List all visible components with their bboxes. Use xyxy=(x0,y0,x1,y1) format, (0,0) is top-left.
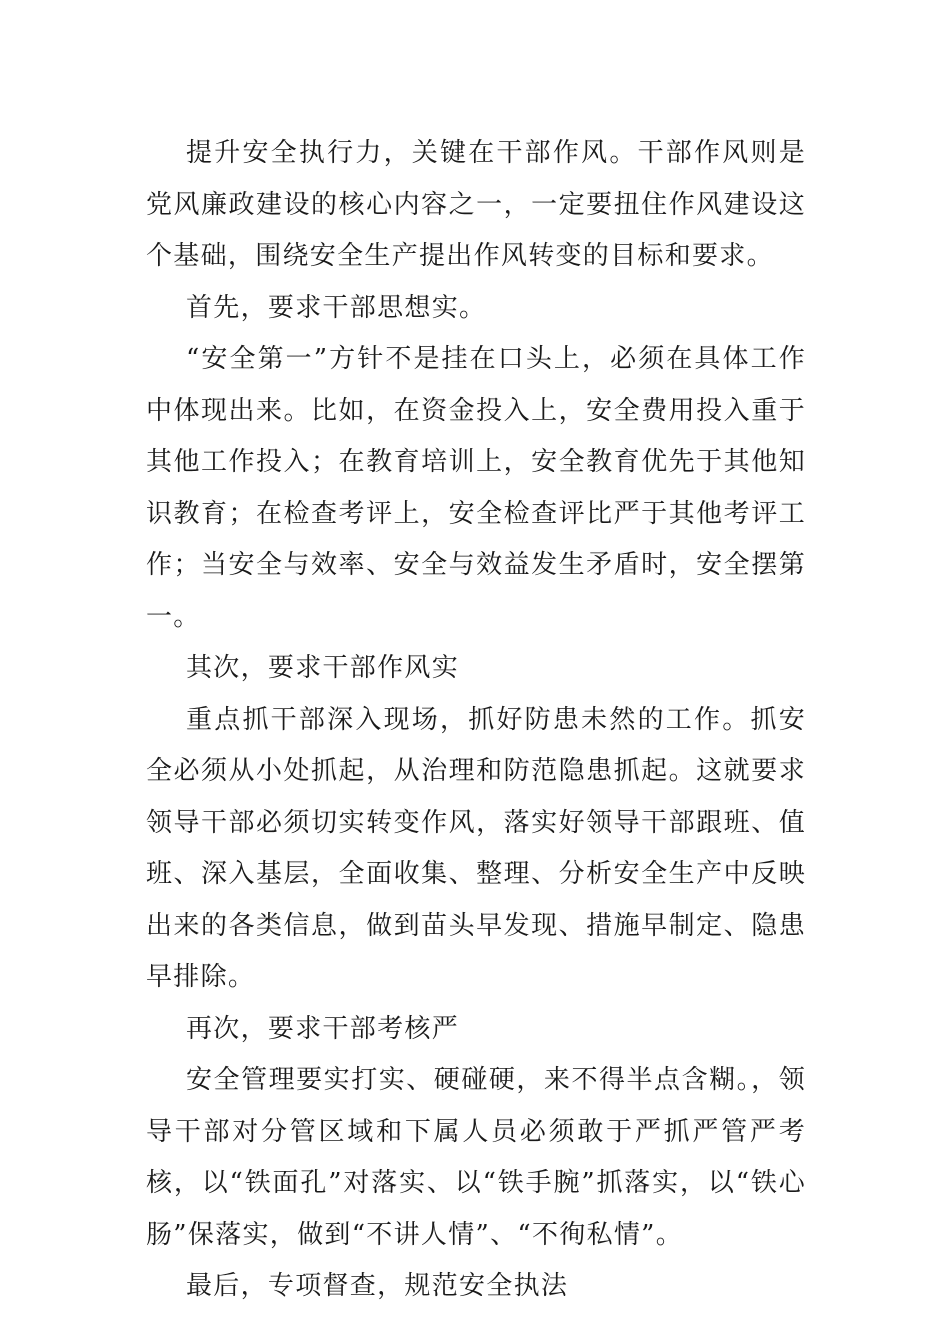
paragraph-safety-first: “安全第一”方针不是挂在口头上，必须在具体工作中体现出来。比如，在资金投入上，安全费用投入重于其他工作投入；在教育培训上，安全教育优先于其他知识教育；在检查考评上，安全检查评比严于其他考评工作；当安全与效率、安全与效益发生矛盾时，安全摆第一。 xyxy=(146,344,806,632)
paragraph-intro: 提升安全执行力，关键在干部作风。干部作风则是党风廉政建设的核心内容之一，一定要扭住作风建设这个基础，围绕安全生产提出作风转变的目标和要求。 xyxy=(146,138,806,271)
paragraph-heading-first: 首先，要求干部思想实。 xyxy=(186,292,487,323)
paragraph-heading-third: 再次，要求干部考核严 xyxy=(186,1013,460,1044)
paragraph-heading-second: 其次，要求干部作风实 xyxy=(186,653,460,683)
paragraph-heading-last: 最后，专项督查，规范安全执法 xyxy=(186,1271,569,1301)
paragraph-on-site: 重点抓干部深入现场，抓好防患未然的工作。抓安全必须从小处抓起，从治理和防范隐患抓起。这就要求领导干部必须切实转变作风，落实好领导干部跟班、值班、深入基层，全面收集、整理、分析安全生产中反映出来的各类信息，做到苗头早发现、措施早制定、隐患早排除。 xyxy=(146,704,806,992)
document-body xyxy=(146,128,806,1313)
paragraph-assessment: 安全管理要实打实、硬碰硬，来不得半点含糊。，领导干部对分管区域和下属人员必须敢于严抓严管严考核，以“铁面孔”对落实、以“铁手腕”抓落实，以“铁心肠”保落实，做到“不讲人情”、“不徇私情”。 xyxy=(146,1065,806,1250)
